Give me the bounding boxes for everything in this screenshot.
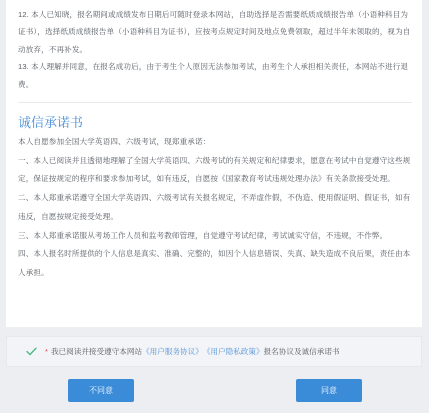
agree-button[interactable]: 同意: [296, 379, 362, 402]
notice-item: 13. 本人理解并同意，在报名成功后，由于考生个人原因无法参加考试，由考生个人承担相关责任，本网站不进行退费。: [18, 62, 409, 89]
agreement-content-panel: [6, 0, 422, 327]
notice-list: [18, 6, 412, 93]
divider: [18, 102, 412, 103]
pledge-title: 诚信承诺书: [18, 115, 84, 131]
privacy-policy-link[interactable]: 《用户隐私政策》: [202, 347, 264, 356]
pledge-item: 三、本人郑重承诺服从考场工作人员和监考教师管理，自觉遵守考试纪律，考试诚实守信，不违规，不作弊。: [18, 230, 388, 240]
pledge-item: 二、本人郑重承诺遵守全国大学英语四、六级考试有关报名规定，不弄虚作假，不伪造、使用假证明、假证书，如有违反，自愿按规定接受处理。: [18, 193, 411, 221]
agree-checkbox[interactable]: [25, 346, 37, 358]
pledge-item: 一、本人已阅读并且透彻地理解了全国大学英语四、六级考试的有关规定和纪律要求，愿意在考试中自觉遵守这些规定，保证按规定的程序和要求参加考试，如有违反，自愿按《国家教育考试违规处理办法》有关条款接受处理。: [18, 155, 411, 184]
agreement-prefix: 我已阅读并接受遵守本网站: [50, 347, 143, 356]
agreement-suffix: 报名协议及诚信承诺书: [263, 347, 340, 356]
user-agreement-link[interactable]: 《用户服务协议》: [142, 347, 203, 356]
notice-item: 12. 本人已知晓，报名期间或成绩发布日期后可随时登录本网站，自助选择是否需要纸质成绩报告单（小语种科目为证书），选择纸质成绩报告单（小语种科目为证书），应按考点规定时间及地点免费领取，超过半年未领取的，视为自动放弃，不再补发。: [18, 10, 411, 54]
decline-button[interactable]: 不同意: [68, 379, 134, 402]
checkmark-icon: [26, 347, 37, 356]
pledge-body: [18, 133, 412, 283]
pledge-item: 四、本人报名时所提供的个人信息是真实、准确、完整的，如因个人信息错误、失真、缺失造成不良后果，责任由本人承担。: [18, 249, 411, 277]
required-mark: *: [45, 347, 48, 356]
agreement-confirm-row: [6, 336, 422, 367]
pledge-intro: 本人自愿参加全国大学英语四、六级考试，现郑重承诺：: [18, 137, 211, 147]
